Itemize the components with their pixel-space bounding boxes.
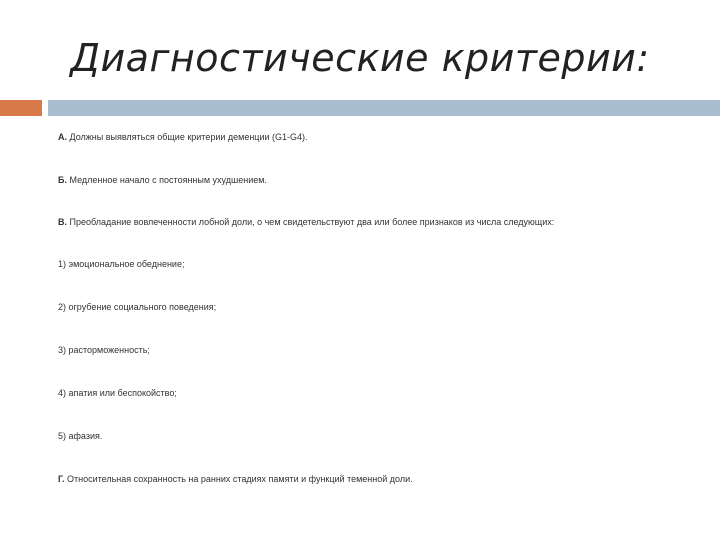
slide-title: Диагностические критерии: (70, 36, 650, 80)
criterion-letter: Б. (58, 175, 67, 185)
sign-item: 5) афазия. (58, 431, 103, 441)
criterion-text: Должны выявляться общие критерии деменции (G1-G4). (67, 132, 308, 142)
sign-item: 3) расторможенность; (58, 345, 150, 355)
criterion-text: Преобладание вовлеченности лобной доли, о чем свидетельствуют два или более признаков из числа следующих: (67, 217, 555, 227)
criterion-letter: В. (58, 217, 67, 227)
sign-item: 2) огрубение социального поведения; (58, 302, 217, 312)
criterion-text: Медленное начало с постоянным ухудшением. (66, 175, 267, 185)
criterion-letter: Г. (58, 474, 65, 484)
sign-item: 4) апатия или беспокойство; (58, 388, 177, 398)
criterion-b (58, 174, 267, 186)
criterion-a (58, 131, 308, 143)
criterion-letter: А. (58, 132, 67, 142)
criterion-v (58, 216, 554, 228)
criterion-text: Относительная сохранность на ранних стадиях памяти и функций теменной доли. (64, 474, 413, 484)
sign-item: 1) эмоциональное обеднение; (58, 259, 185, 269)
criterion-g (58, 473, 413, 485)
accent-bar (48, 100, 720, 116)
accent-square (0, 100, 42, 116)
